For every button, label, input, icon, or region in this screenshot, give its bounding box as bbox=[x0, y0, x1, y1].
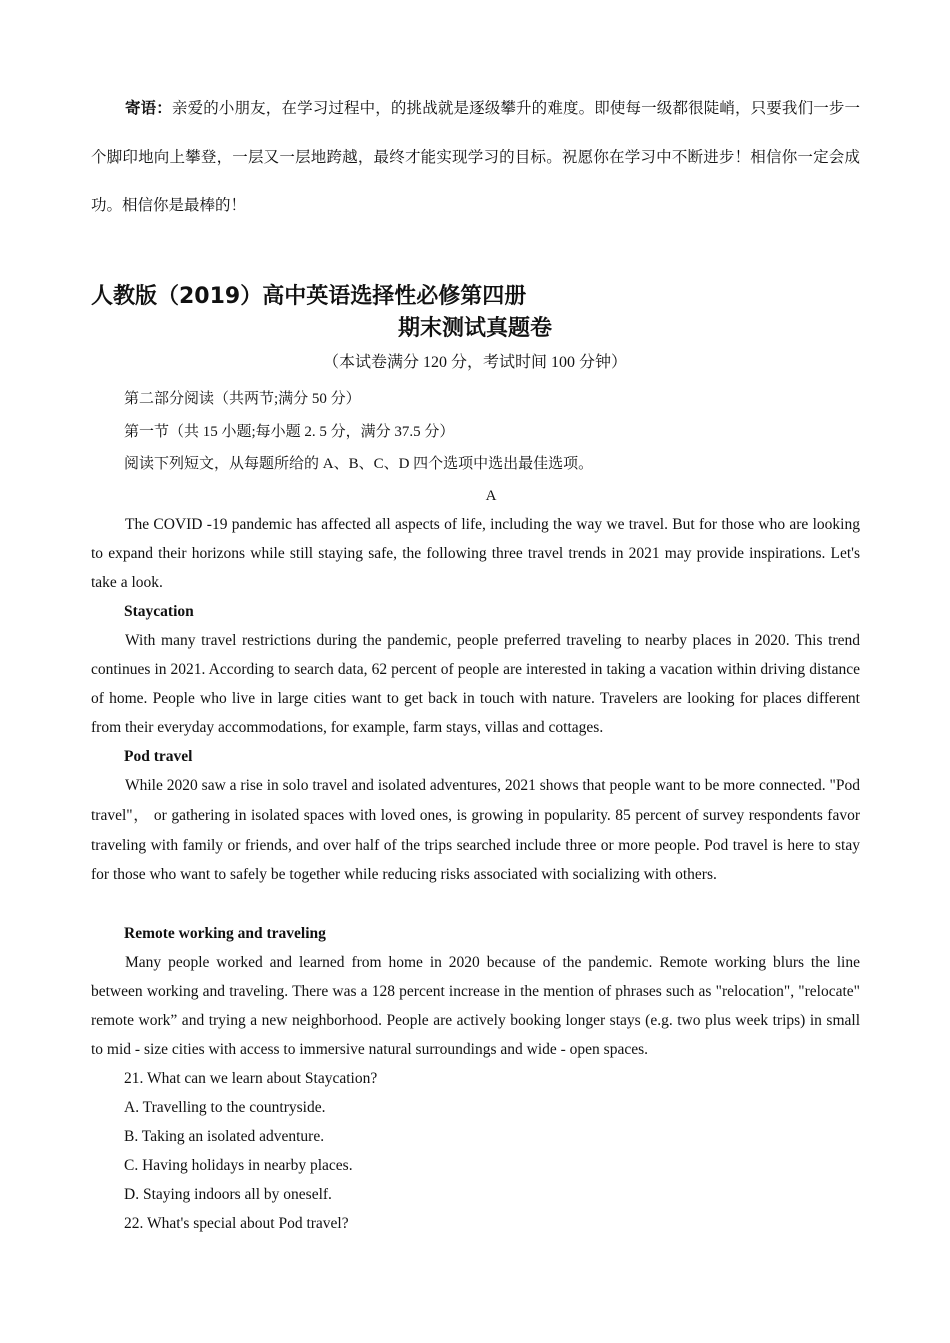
section-text-remote-working: Many people worked and learned from home in 2020 because of the pandemic. Remote working blurs the line between working and traveling. There was a 128 percent increase in the mention of phrases such as "relocation", "relocate" remote work” and trying a new neighborhood. People are actively booking longer stays (e.g. two plus week trips) in small to mid - size cities with access to immersive natural surroundings and wide - open spaces. bbox=[91, 954, 860, 1058]
question-21-option-d: D. Staying indoors all by oneself. bbox=[124, 1186, 332, 1203]
blessing-paragraph bbox=[91, 85, 860, 231]
exam-title: 人教版（2019）高中英语选择性必修第四册 bbox=[91, 284, 527, 309]
passage-intro: The COVID -19 pandemic has affected all aspects of life, including the way we travel. But for those who are looking to expand their horizons while still staying safe, the following three travel trends in 2021 may provide inspirations. Let's take a look. bbox=[91, 516, 860, 591]
passage-letter: A bbox=[485, 488, 497, 504]
section-heading-pod-travel: Pod travel bbox=[124, 748, 193, 765]
question-21-option-c: C. Having holidays in nearby places. bbox=[124, 1157, 353, 1174]
section-text-pod-travel: While 2020 saw a rise in solo travel and isolated adventures, 2021 shows that people want to be more connected. "Pod travel"， or gathering in isolated spaces with loved ones, is growing in popularity. 85 percent of survey respondents favor traveling with family or friends, and over half of the trips searched include three or more people. Pod travel is here to stay for those who want to safely be together while reducing risks associated with socializing with others. bbox=[91, 777, 860, 884]
part-heading: 第二部分阅读（共两节;满分 50 分） bbox=[124, 391, 361, 407]
question-21-stem: 21. What can we learn about Staycation? bbox=[124, 1070, 378, 1087]
blessing-label: 寄语： bbox=[125, 100, 172, 117]
exam-meta: （本试卷满分 120 分，考试时间 100 分钟） bbox=[322, 354, 627, 371]
section-heading-staycation: Staycation bbox=[124, 603, 194, 620]
question-22-stem: 22. What's special about Pod travel? bbox=[124, 1215, 349, 1232]
section-heading: 第一节（共 15 小题;每小题 2. 5 分，满分 37.5 分） bbox=[124, 424, 455, 440]
section-text-staycation: With many travel restrictions during the pandemic, people preferred traveling to nearby places in 2020. This trend continues in 2021. According to search data, 62 percent of people are interested in taking a vacation within driving distance of home. People who live in large cities want to get back in touch with nature. Travelers are looking for places different from their everyday accommodations, for example, farm stays, villas and cottages. bbox=[91, 632, 860, 736]
question-21-option-b: B. Taking an isolated adventure. bbox=[124, 1128, 325, 1145]
blessing-text: 亲爱的小朋友，在学习过程中，的挑战就是逐级攀升的难度。即使每一级都很陡峭，只要我们一步一个脚印地向上攀登，一层又一层地跨越，最终才能实现学习的目标。祝愿你在学习中不断进步！相信你一定会成功。相信你是最棒的！ bbox=[91, 100, 860, 214]
exam-subtitle-title: 期末测试真题卷 bbox=[397, 316, 552, 341]
directions: 阅读下列短文，从每题所给的 A、B、C、D 四个选项中选出最佳选项。 bbox=[124, 456, 594, 472]
section-heading-remote-working: Remote working and traveling bbox=[124, 925, 326, 942]
question-21-option-a: A. Travelling to the countryside. bbox=[124, 1099, 326, 1116]
